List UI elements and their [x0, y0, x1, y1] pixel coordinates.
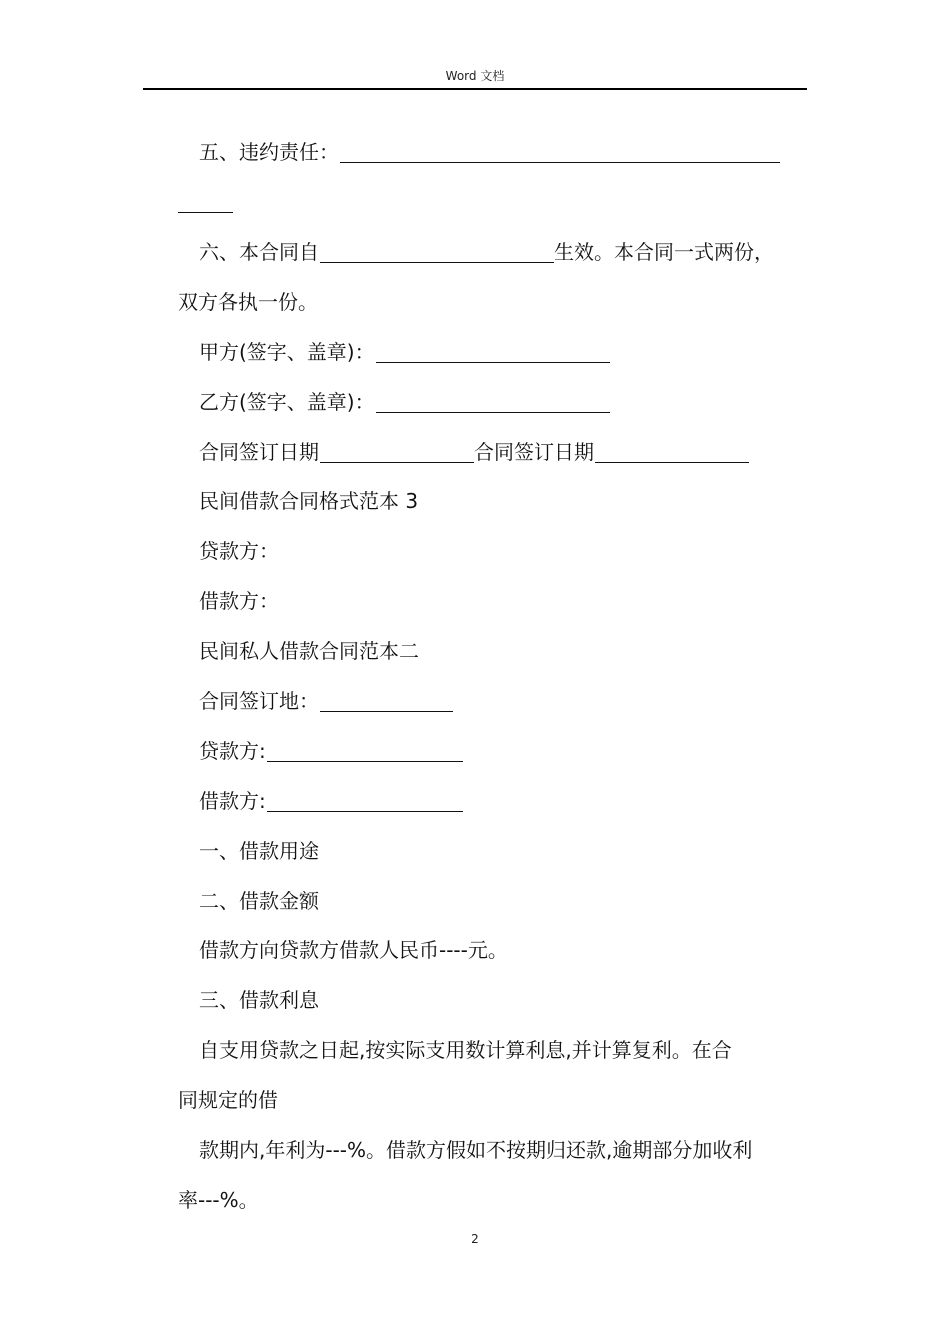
breach-liability-continuation: [178, 184, 233, 220]
party-a-signature-line: [178, 334, 610, 370]
breach-liability-label: 五、违约责任：: [199, 140, 339, 164]
section-3-heading: 三、借款利息: [199, 988, 319, 1012]
party-a-signature-blank: [376, 334, 610, 363]
interest-paragraph-line-2: [178, 1082, 278, 1118]
signing-place-label: 合同签订地：: [199, 689, 319, 713]
effective-date-blank: [320, 234, 554, 263]
section-2-heading-line: [178, 883, 319, 919]
template-3-title-line: [178, 483, 418, 519]
section-1-heading-line: [178, 833, 319, 869]
section-3-heading-line: [178, 982, 319, 1018]
borrower-label: 借款方：: [199, 589, 279, 613]
interest-paragraph-line-1: [178, 1032, 732, 1068]
effective-clause-prefix: 六、本合同自: [199, 240, 319, 264]
loan-period-text-1: 款期内,年利为---%。借款方假如不按期归还款,逾期部分加收利: [199, 1138, 753, 1162]
loan-amount-line: [178, 932, 508, 968]
loan-period-text-2: 率---%。: [178, 1188, 259, 1212]
loan-period-line-2: [178, 1182, 259, 1218]
template-2-title: 民间私人借款合同范本二: [199, 639, 419, 663]
signing-place-line: [178, 683, 453, 719]
lender-line: [178, 533, 279, 569]
signing-date-line: [178, 434, 749, 470]
borrower-field-line: [178, 783, 463, 819]
breach-liability-blank-continued: [178, 184, 233, 213]
borrower-field-blank: [267, 783, 463, 812]
copies-line: [178, 284, 318, 320]
signing-date-blank-2: [595, 434, 749, 463]
template-2-title-line: [178, 633, 419, 669]
template-3-title: 民间借款合同格式范本 3: [199, 489, 419, 513]
page-header: [143, 66, 807, 90]
party-b-signature-line: [178, 384, 610, 420]
interest-paragraph-text-2: 同规定的借: [178, 1088, 278, 1112]
section-2-heading: 二、借款金额: [199, 889, 319, 913]
lender-field-label: 贷款方:: [199, 739, 266, 763]
interest-paragraph-text-1: 自支用贷款之日起,按实际支用数计算利息,并计算复利。在合: [199, 1038, 732, 1062]
party-a-signature-label: 甲方(签字、盖章)：: [199, 340, 375, 364]
lender-field-line: [178, 733, 463, 769]
effective-clause-line: [178, 234, 774, 270]
lender-field-blank: [267, 733, 463, 762]
header-title: Word 文档: [445, 69, 505, 83]
copies-text: 双方各执一份。: [178, 290, 318, 314]
signing-place-blank: [320, 683, 453, 712]
effective-clause-suffix: 生效。本合同一式两份，: [554, 240, 774, 264]
signing-date-label-2: 合同签订日期: [474, 440, 594, 464]
loan-period-line-1: [178, 1132, 752, 1168]
signing-date-label-1: 合同签订日期: [199, 440, 319, 464]
breach-liability-blank: [340, 134, 780, 163]
lender-label: 贷款方：: [199, 539, 279, 563]
borrower-line: [178, 583, 279, 619]
party-b-signature-label: 乙方(签字、盖章)：: [199, 390, 375, 414]
borrower-field-label: 借款方:: [199, 789, 266, 813]
signing-date-blank-1: [320, 434, 474, 463]
party-b-signature-blank: [376, 384, 610, 413]
breach-liability-line: [178, 134, 780, 170]
section-1-heading: 一、借款用途: [199, 839, 319, 863]
loan-amount-text: 借款方向贷款方借款人民币----元。: [199, 938, 508, 962]
page-number: 2: [471, 1232, 479, 1246]
